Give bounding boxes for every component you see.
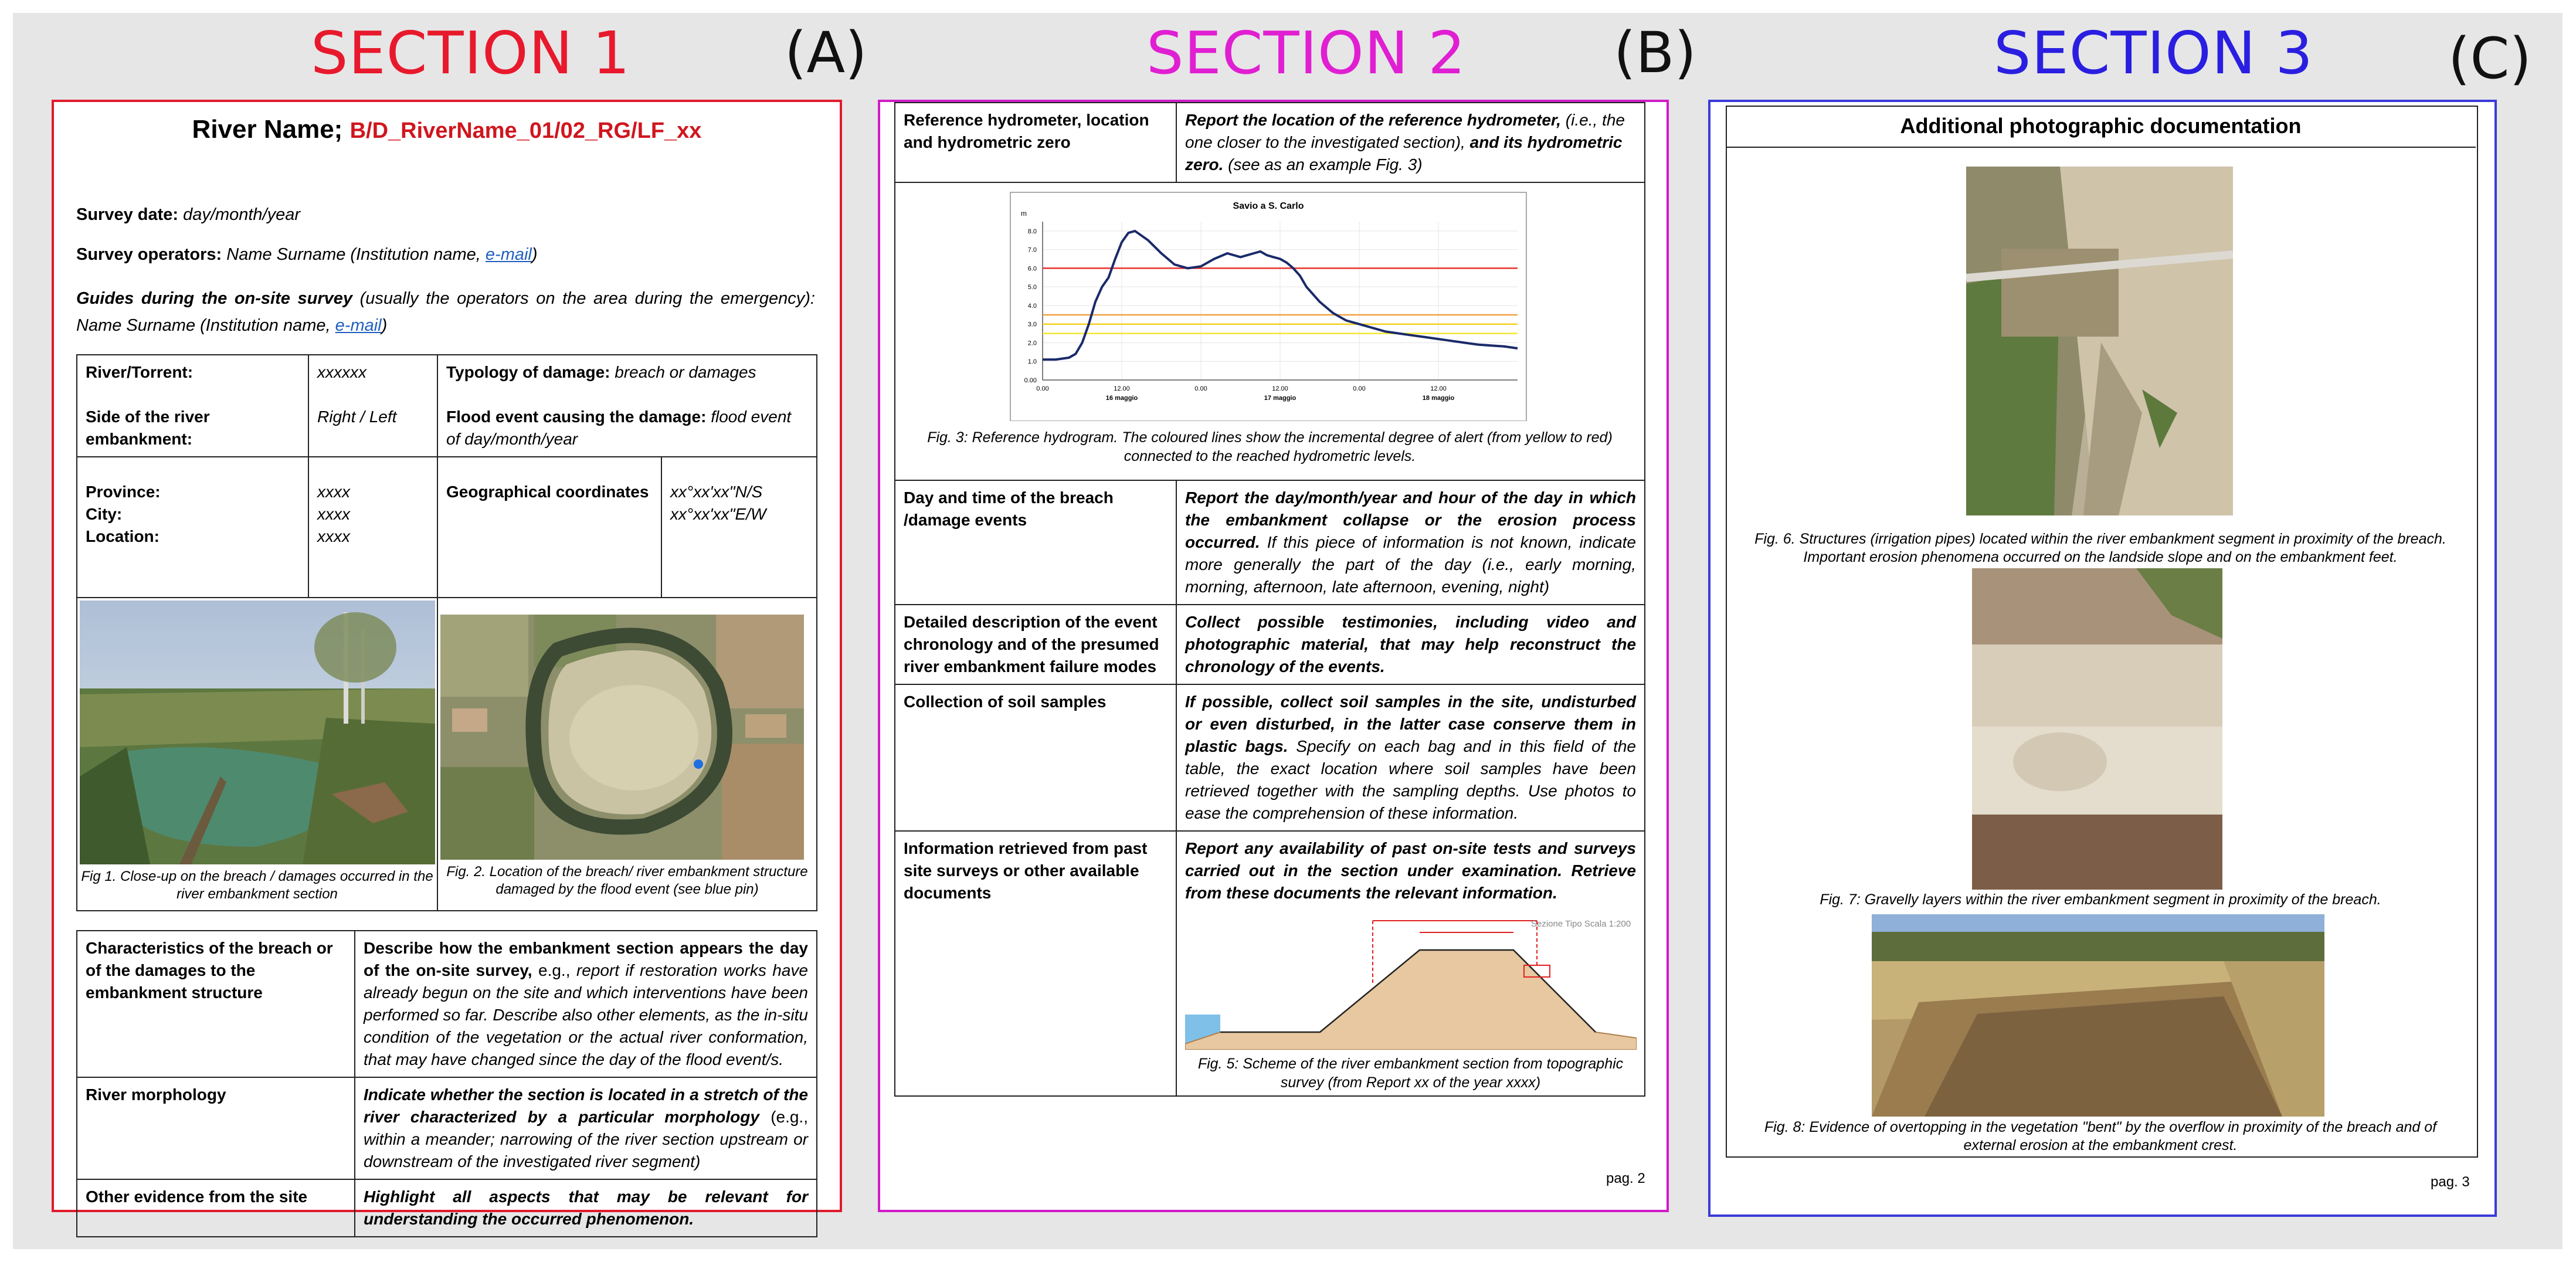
x-tick-label: 12.00: [1430, 385, 1447, 392]
fig6-caption: Fig. 6. Structures (irrigation pipes) located within the river embankment segment in proximity of the breach. Important erosion phenomena occurred on the landside slope and on the embankment feet.: [1754, 531, 2446, 565]
fig2-cell: [437, 598, 817, 911]
survey-guides: [76, 285, 815, 339]
morphology-label: River morphology: [77, 1077, 355, 1179]
day-label: 16 maggio: [1105, 395, 1138, 402]
y-tick-label: 8.0: [1027, 228, 1037, 235]
section-1-letter: (A): [785, 20, 867, 86]
river-torrent-cell: [77, 355, 308, 457]
x-tick-label: 0.00: [1194, 385, 1207, 392]
side-label: Side of the river embankment:: [86, 408, 210, 448]
general-info-table: [76, 354, 817, 911]
fig7-photo: [1972, 568, 2222, 890]
river-name-heading: [54, 115, 840, 144]
aerial-location-image: [440, 615, 804, 860]
fig5-caption-wrap: [1185, 1054, 1636, 1092]
survey-date: [76, 205, 300, 225]
coordinates-label-cell: [437, 457, 661, 598]
survey-date-label: Survey date:: [76, 205, 184, 224]
city-value: xxxx: [317, 505, 350, 523]
morphology-rest: within a meander; narrowing of the river section upstream or downstream of the investigated river segment): [364, 1130, 808, 1171]
section-2-title: SECTION 2: [1146, 19, 1466, 87]
chronology-value: Collect possible testimonies, including video and photographic material, that may help reconstruct the chronology of the events.: [1176, 605, 1645, 684]
fig3-caption: Fig. 3: Reference hydrogram. The coloured lines show the incremental degree of alert (from yellow to red) connected to the reached hydrometric levels.: [927, 429, 1613, 464]
x-tick-label: 0.00: [1036, 385, 1049, 392]
river-torrent-value-cell: [308, 355, 437, 457]
y-tick-label: 0.00: [1024, 377, 1037, 384]
flood-event-value: flood event of day/month/year: [446, 408, 792, 448]
past-surveys-text: Report any availability of past on-site tests and surveys carried out in the section under examination. Retrieve from these documents the relevant information.: [1185, 839, 1636, 902]
y-tick-label: 6.0: [1027, 265, 1037, 273]
page-section-3: [1708, 100, 2497, 1217]
chart-title: Savio a S. Carlo: [1233, 201, 1304, 211]
page-section-2: [878, 100, 1669, 1212]
guides-close: ): [381, 316, 388, 335]
coordinates-label: Geographical coordinates: [446, 483, 649, 501]
hydrometer-italic-2: (see as an example Fig. 3): [1223, 155, 1423, 174]
hydrometer-bold-1: Report the location of the reference hydrometer,: [1185, 111, 1562, 129]
river-torrent-label: River/Torrent:: [86, 363, 194, 381]
past-surveys-label: Information retrieved from past site surveys or other available documents: [895, 831, 1176, 1096]
section-3-title: SECTION 3: [1994, 19, 2313, 87]
morphology-eg: (e.g.,: [759, 1108, 808, 1126]
x-tick-label: 12.00: [1114, 385, 1130, 392]
y-tick-label: 4.0: [1027, 302, 1037, 310]
fig1-photo: [80, 601, 435, 864]
soil-samples-label: Collection of soil samples: [895, 684, 1176, 831]
characteristics-eg: e.g.,: [532, 961, 576, 979]
fig7-caption: Fig. 7: Gravelly layers within the river embankment segment in proximity of the breach.: [1820, 891, 2381, 908]
location-label: Location:: [86, 527, 159, 545]
chronology-label: Detailed description of the event chronology and of the presumed river embankment failure modes: [895, 605, 1176, 684]
survey-date-value: day/month/year: [183, 205, 301, 224]
breach-time-label: Day and time of the breach /damage events: [895, 480, 1176, 605]
hydrogram-cell: [895, 182, 1645, 480]
damage-typology-cell: [437, 355, 817, 457]
coordinates-value-cell: [661, 457, 817, 598]
section-3-letter: (C): [2448, 26, 2531, 91]
gravelly-layers-image: [1972, 568, 2222, 890]
section-1-title: SECTION 1: [311, 19, 630, 87]
guides-label: Guides during the on-site survey: [76, 289, 353, 308]
fig1-cell: [77, 598, 437, 911]
y-tick-label: 2.0: [1027, 340, 1037, 347]
characteristics-value: [355, 931, 817, 1077]
river-name-code: B/D_RiverName_01/02_RG/LF_xx: [349, 118, 702, 143]
characteristics-rest: report if restoration works have already begun on the site and which interventions have been performed so far. Describe also other elements, as the in-situ condition of the vegetation or the actual river conformation, that may have changed since the day of the flood event/s.: [364, 961, 808, 1068]
breach-time-rest: If this piece of information is not known, indicate more generally the part of the day (i.e., early morning, morning, afternoon, late afternoon, evening, night): [1185, 533, 1636, 596]
x-tick-label: 0.00: [1353, 385, 1366, 392]
coordinates-e: xx°xx'xx"E/W: [670, 505, 766, 523]
fig2-photo: [440, 615, 804, 860]
embankment-section-figure: [1185, 915, 1637, 1050]
typology-label: Typology of damage:: [446, 363, 615, 381]
x-tick-label: 12.00: [1272, 385, 1288, 392]
city-label: City:: [86, 505, 123, 523]
other-evidence-label: Other evidence from the site: [77, 1179, 355, 1237]
fig8-caption: Fig. 8: Evidence of overtopping in the vegetation "bent" by the overflow in proximity of the breach and of external erosion at the embankment crest.: [1764, 1119, 2437, 1154]
soil-samples-value: [1176, 684, 1645, 831]
irrigation-pipes-image: [1966, 167, 2233, 515]
hydrometer-table: [894, 102, 1645, 1097]
breach-time-bold: Report the day/month/year and hour of the day in which the embankment collapse or the erosion process occurred.: [1185, 488, 1636, 551]
day-label: 18 maggio: [1422, 395, 1455, 402]
photo-doc-header: Additional photographic documentation: [1726, 106, 2476, 148]
section-2-letter: (B): [1614, 20, 1696, 86]
morphology-value: [355, 1077, 817, 1179]
hydrogram-chart: [899, 186, 1642, 421]
hydrometer-bold-2: and its hydrometric zero.: [1185, 133, 1623, 174]
page-number-2: pag. 2: [1606, 1171, 1645, 1186]
hydrometer-italic-1: (i.e., the one closer to the investigated section),: [1185, 111, 1625, 151]
operators-close: ): [531, 245, 538, 264]
typology-value: breach or damages: [615, 363, 756, 381]
side-value: Right / Left: [317, 408, 397, 426]
day-label: 17 maggio: [1264, 395, 1297, 402]
province-label: Province:: [86, 483, 161, 501]
soil-samples-rest: Specify on each bag and in this field of the table, the exact location where soil samples have been retrieved together with the sampling depths. Use photos to ease the comprehension of these information.: [1185, 737, 1636, 822]
fig6-photo: [1966, 167, 2233, 515]
page-number-3: pag. 3: [2431, 1174, 2470, 1190]
chart-frame: [1010, 192, 1526, 421]
location-labels-cell: [77, 457, 308, 598]
hydrometer-value: [1176, 103, 1645, 182]
y-tick-label: 3.0: [1027, 321, 1037, 328]
overtopping-vegetation-image: [1872, 914, 2324, 1117]
y-tick-label: 7.0: [1027, 246, 1037, 254]
province-value: xxxx: [317, 483, 350, 501]
other-evidence-value: Highlight all aspects that may be relevant for understanding the occurred phenomenon.: [355, 1179, 817, 1237]
hydrogram-figure: [899, 186, 1642, 421]
hydrometer-label: Reference hydrometer, location and hydrometric zero: [895, 103, 1176, 182]
fig5-caption: Fig. 5: Scheme of the river embankment section from topographic survey (from Report xx of the year xxxx): [1197, 1056, 1624, 1091]
survey-operators: [76, 245, 538, 264]
embankment-body: [1185, 950, 1637, 1050]
operators-value: Name Surname (Institution name,: [226, 245, 486, 264]
river-name-label: River Name;: [192, 115, 350, 144]
past-surveys-value: [1176, 831, 1645, 1096]
operators-label: Survey operators:: [76, 245, 227, 264]
characteristics-label: Characteristics of the breach or of the damages to the embankment structure: [77, 931, 355, 1077]
location-values-cell: [308, 457, 437, 598]
fig1-caption: Fig 1. Close-up on the breach / damages occurred in the river embankment section: [81, 869, 433, 902]
breach-closeup-image: [80, 601, 435, 864]
y-tick-label: 1.0: [1027, 358, 1037, 366]
morphology-bold: Indicate whether the section is located in a stretch of the river characterized by a particular morphology: [364, 1085, 808, 1126]
breach-time-value: [1176, 480, 1645, 605]
fig2-caption: Fig. 2. Location of the breach/ river embankment structure damaged by the flood event (see blue pin): [446, 864, 808, 897]
operators-email-link[interactable]: e-mail: [485, 245, 532, 264]
flood-event-label: Flood event causing the damage:: [446, 408, 711, 426]
river-torrent-value: xxxxxx: [317, 363, 366, 381]
location-value: xxxx: [317, 527, 350, 545]
soil-samples-bold: If possible, collect soil samples in the site, undisturbed or even disturbed, in the latter case conserve them in plastic bags.: [1185, 693, 1636, 755]
page-section-1: [52, 100, 842, 1228]
embankment-section-drawing: [1185, 915, 1637, 1050]
section-scale-label: Sezione Tipo Scala 1:200: [1531, 919, 1631, 929]
fig8-photo: [1872, 914, 2324, 1117]
characteristics-bold: Describe how the embankment section appears the day of the on-site survey,: [364, 939, 808, 979]
coordinates-n: xx°xx'xx"N/S: [670, 483, 763, 501]
breach-characteristics-table: [76, 930, 817, 1237]
guides-value: (usually the operators on the area during the emergency): Name Surname (Institution name,: [76, 289, 815, 335]
chart-ylabel: m: [1021, 209, 1027, 218]
y-tick-label: 5.0: [1027, 284, 1037, 291]
guides-email-link[interactable]: e-mail: [335, 316, 382, 335]
